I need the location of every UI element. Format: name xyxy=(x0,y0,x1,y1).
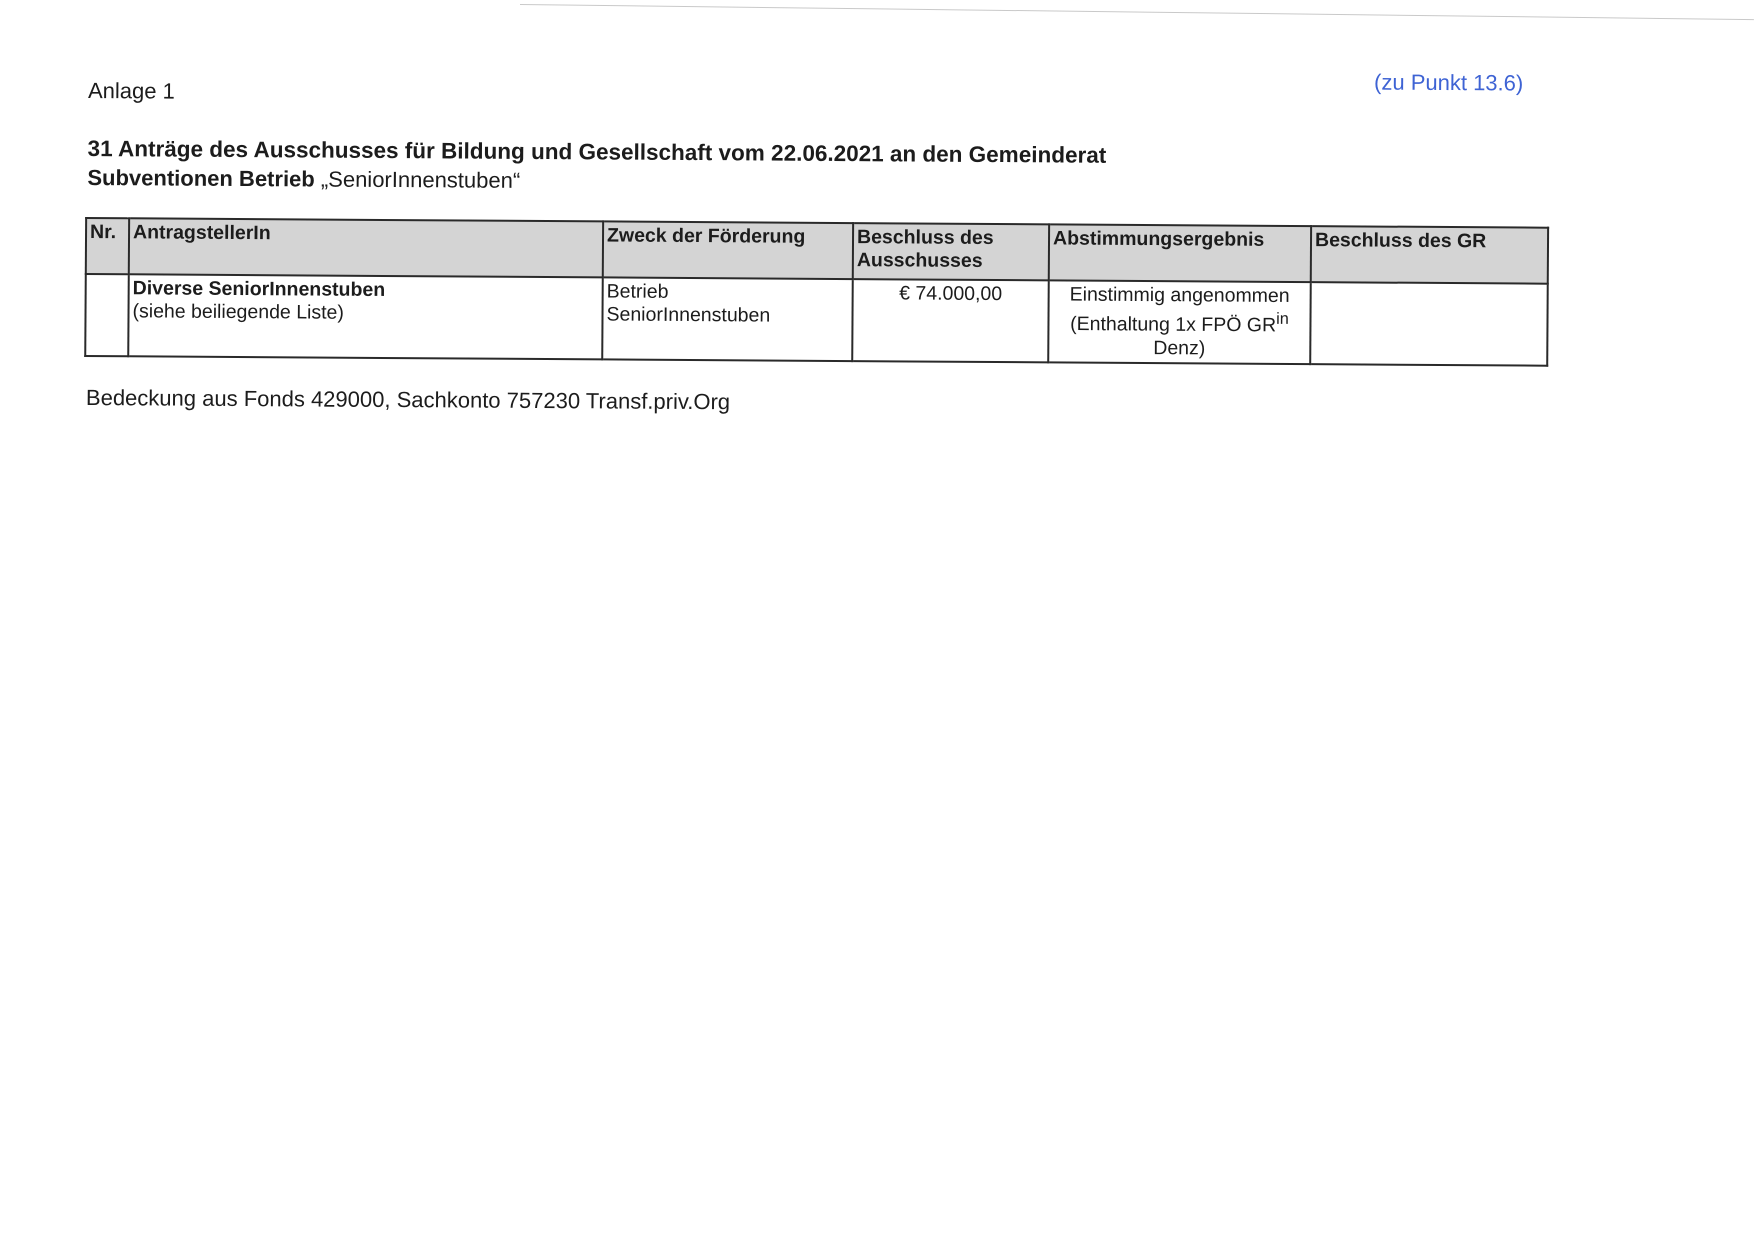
table-row xyxy=(85,274,1548,365)
vote-line-3: Denz) xyxy=(1153,336,1206,359)
cell-purpose xyxy=(602,277,853,360)
header-committee-decision: Beschluss des Ausschusses xyxy=(853,223,1049,280)
header-purpose: Zweck der Förderung xyxy=(603,221,853,279)
applications-table xyxy=(84,217,1549,366)
applicant-note: (siehe beiliegende Liste) xyxy=(132,300,344,324)
table-header-row xyxy=(86,218,1548,284)
purpose-line-2: SeniorInnenstuben xyxy=(606,303,771,327)
document-title: 31 Anträge des Ausschusses für Bildung und Gesellschaft vom 22.06.2021 an den Gemeinderat xyxy=(87,135,1107,168)
subtitle-quoted: „SeniorInnenstuben“ xyxy=(314,166,521,193)
coverage-note: Bedeckung aus Fonds 429000, Sachkonto 757230 Transf.priv.Org xyxy=(85,384,731,415)
header-council-decision: Beschluss des GR xyxy=(1311,226,1548,284)
header-vote-result: Abstimmungsergebnis xyxy=(1049,224,1311,282)
vote-line-2-text: (Enthaltung 1x FPÖ GR xyxy=(1070,313,1277,337)
agenda-reference: (zu Punkt 13.6) xyxy=(1373,69,1524,96)
cell-vote-result xyxy=(1048,280,1311,363)
document-subtitle xyxy=(87,165,520,194)
cell-applicant xyxy=(128,274,603,359)
applicant-name: Diverse SeniorInnenstuben xyxy=(132,277,386,301)
cell-committee-decision: € 74.000,00 xyxy=(852,279,1049,362)
subtitle-bold: Subventionen Betrieb xyxy=(87,164,315,192)
header-applicant: AntragstellerIn xyxy=(129,218,603,277)
vote-line-1: Einstimmig angenommen xyxy=(1069,283,1290,307)
annex-label: Anlage 1 xyxy=(87,78,175,104)
cell-council-decision xyxy=(1310,282,1548,365)
header-nr: Nr. xyxy=(86,218,129,274)
vote-line-2 xyxy=(1052,306,1306,337)
purpose-line-1: Betrieb xyxy=(606,280,669,303)
vote-line-2-superscript: in xyxy=(1276,309,1289,328)
cell-nr xyxy=(85,274,129,356)
